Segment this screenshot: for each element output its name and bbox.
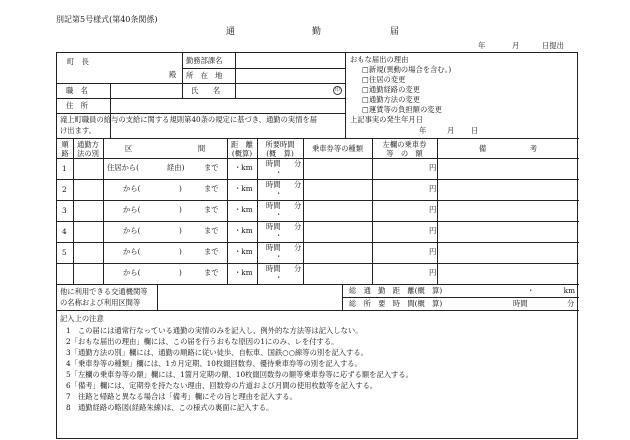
route-from: から(: [123, 247, 141, 256]
post-field[interactable]: [113, 85, 179, 96]
reasons-title: おもな届出の理由: [350, 55, 409, 64]
note-item: 3「通勤方法の別」欄には、通勤の順路に従い徒歩、自転車、国鉄○○線等の別を記入する。: [66, 348, 368, 357]
divider: [235, 83, 236, 98]
occurrence-month: 月: [447, 126, 455, 135]
divider: [57, 113, 345, 114]
divider: [57, 179, 579, 180]
statement-line1: 滝上町職員の給与の支給に関する規則第40条の規定に基づき、通勤の実情を届: [60, 115, 318, 124]
name-label: 氏 名: [191, 86, 221, 95]
location-label: 所 在 地: [186, 71, 223, 80]
other-transport-field[interactable]: [159, 286, 339, 308]
divider: [57, 98, 345, 99]
route-via: ): [179, 247, 182, 256]
total-distance-value: ・ km: [527, 286, 575, 295]
submit-year-label: 年: [478, 41, 486, 50]
time-dot: ・: [275, 168, 283, 177]
route-to: まで: [204, 268, 219, 277]
other-transport-label-1: 他に利用できる交通機関等: [60, 287, 148, 296]
distance-km: ・km: [234, 247, 253, 256]
title-char-2: 勤: [312, 27, 322, 37]
time-minutes: 分: [294, 243, 302, 252]
divider: [345, 53, 346, 138]
occurrence-day: 日: [471, 126, 479, 135]
header-seq-2: 路: [61, 149, 69, 158]
route-to: まで: [204, 205, 219, 214]
submit-month-label: 月: [512, 41, 520, 50]
divider: [157, 284, 158, 310]
header-distance-2: (概算): [231, 149, 253, 158]
total-distance-label: 総 通 勤 距 離(概 算): [349, 286, 443, 295]
total-time-hours: 時間: [513, 299, 528, 308]
header-fare-2: 等 の 額: [386, 149, 423, 158]
route-from: から(: [123, 205, 141, 214]
route-to: まで: [204, 163, 219, 172]
time-hours: 時間: [266, 264, 281, 273]
divider: [57, 221, 579, 222]
route-via: ): [179, 184, 182, 193]
fare-yen: 円: [429, 268, 437, 277]
route-via: ): [179, 205, 182, 214]
divider: [57, 138, 579, 139]
note-item: 6「備考」欄には、定期券を持たない理由、回数券の片道および月間の使用枚数等を記入する。: [66, 381, 378, 390]
header-distance: 距 離: [231, 140, 253, 149]
time-minutes: 分: [294, 159, 302, 168]
row-number: 2: [62, 185, 67, 194]
divider: [182, 68, 345, 69]
divider: [182, 83, 183, 98]
time-dot: ・: [275, 252, 283, 261]
submit-day-label: 日提出: [542, 41, 564, 50]
notes-title: 記入上の注意: [60, 314, 104, 323]
header-method-2: 法の別: [77, 149, 99, 158]
distance-km: ・km: [234, 184, 253, 193]
divider: [57, 263, 579, 264]
fare-yen: 円: [429, 226, 437, 235]
time-minutes: 分: [294, 222, 302, 231]
route-via: ): [179, 268, 182, 277]
note-item: 2「おもな届出の理由」欄には、この届を行うおもな原因の1にのみ、レを付する。: [66, 337, 339, 346]
time-minutes: 分: [294, 264, 302, 273]
title-char-1: 通: [226, 27, 236, 37]
time-hours: 時間: [266, 180, 281, 189]
reason-checkbox-method[interactable]: □通勤方法の変更: [362, 95, 420, 104]
header-time: 所要時間: [265, 140, 295, 149]
row-number: 3: [62, 206, 67, 215]
note-item: 7 往路と帰路と異なる場合は「備考」欄にその旨と理由を記入する。: [66, 392, 297, 401]
note-item: 4「乗車券等の種類」欄には、1カ月定期、10枚綴回数券、優待乗車券等の別を記入する。: [66, 359, 362, 368]
header-ticket: 乗車券等の種類: [311, 144, 364, 153]
header-fare: 左欄の乗車券: [382, 140, 427, 149]
divider: [342, 297, 579, 298]
time-hours: 時間: [266, 222, 281, 231]
reason-checkbox-residence[interactable]: □住居の変更: [362, 75, 406, 84]
address-label: 住 所: [66, 101, 88, 110]
header-seq: 順: [61, 140, 69, 149]
time-hours: 時間: [266, 159, 281, 168]
time-minutes: 分: [294, 201, 302, 210]
reason-checkbox-fare[interactable]: □運賃等の負担額の変更: [362, 105, 442, 114]
total-time-minutes: 分: [567, 299, 575, 308]
route-to: まで: [204, 226, 219, 235]
route-from: から(: [123, 184, 141, 193]
time-hours: 時間: [266, 201, 281, 210]
title-char-3: 届: [390, 27, 400, 37]
distance-km: ・km: [234, 268, 253, 277]
fare-yen: 円: [429, 184, 437, 193]
fare-yen: 円: [429, 163, 437, 172]
time-minutes: 分: [294, 180, 302, 189]
route-via: ): [179, 226, 182, 235]
time-hours: 時間: [266, 243, 281, 252]
time-dot: ・: [275, 189, 283, 198]
header-method: 通勤方: [77, 140, 99, 149]
divider: [57, 242, 579, 243]
route-from: から(: [123, 268, 141, 277]
fare-yen: 円: [429, 247, 437, 256]
occurrence-year: 年: [419, 126, 427, 135]
statement-line2: け出ます。: [60, 126, 96, 135]
distance-km: ・km: [234, 205, 253, 214]
time-dot: ・: [275, 231, 283, 240]
route-from: から(: [123, 226, 141, 235]
dept-label: 勤務部課名: [186, 56, 223, 65]
occurrence-label: 上記事実の発生年月日: [350, 115, 423, 124]
row-number: 5: [62, 248, 67, 257]
total-time-label: 総 所 要 時 間(概 算): [349, 299, 443, 308]
header-section: 区 間: [124, 144, 206, 153]
form-sheet: [56, 52, 578, 439]
name-field[interactable]: [237, 85, 327, 96]
route-to: まで: [204, 247, 219, 256]
fare-yen: 円: [429, 205, 437, 214]
route-via: 経由): [167, 163, 185, 172]
header-time-2: (概 算): [266, 149, 294, 158]
route-from: 住居から(: [107, 163, 140, 172]
distance-km: ・km: [234, 163, 253, 172]
note-item: 5「左欄の乗車券等の額」欄には、1箇月定期の額、10枚綴回数券の額等乗車券等に応ずる額を記入する。: [66, 370, 413, 379]
divider: [57, 200, 579, 201]
note-item: 1 この届には通常行なっている通勤の実情のみを記入し、例外的な方法等は記入しない。: [66, 326, 363, 335]
row-number: 4: [62, 227, 67, 236]
dept-field[interactable]: [237, 55, 343, 66]
row-number: 1: [62, 164, 67, 173]
other-transport-label-2: の名称および利用区間等: [60, 298, 141, 307]
note-item: 8 通勤経路の略図(経路朱線)は、この様式の裏面に記入する。: [66, 403, 274, 412]
reason-checkbox-new[interactable]: □新規(異動の場合を含む。): [362, 65, 452, 74]
route-to: まで: [204, 184, 219, 193]
divider: [57, 158, 579, 159]
form-id: 別記第5号様式(第40条関係): [56, 15, 158, 24]
address-field[interactable]: [113, 100, 343, 111]
divider: [110, 83, 111, 138]
distance-km: ・km: [234, 226, 253, 235]
divider: [57, 310, 579, 311]
header-remarks: 備 考: [478, 144, 538, 153]
divider: [57, 284, 579, 285]
location-field[interactable]: [237, 70, 343, 81]
seal-mark: 印: [334, 87, 340, 93]
addressee: 町 長: [67, 57, 89, 66]
time-dot: ・: [275, 210, 283, 219]
post-label: 職 名: [66, 86, 88, 95]
divider: [57, 83, 345, 84]
time-dot: ・: [275, 273, 283, 282]
dono-label: 殿: [169, 70, 177, 79]
reason-checkbox-route[interactable]: □通勤経路の変更: [362, 85, 420, 94]
